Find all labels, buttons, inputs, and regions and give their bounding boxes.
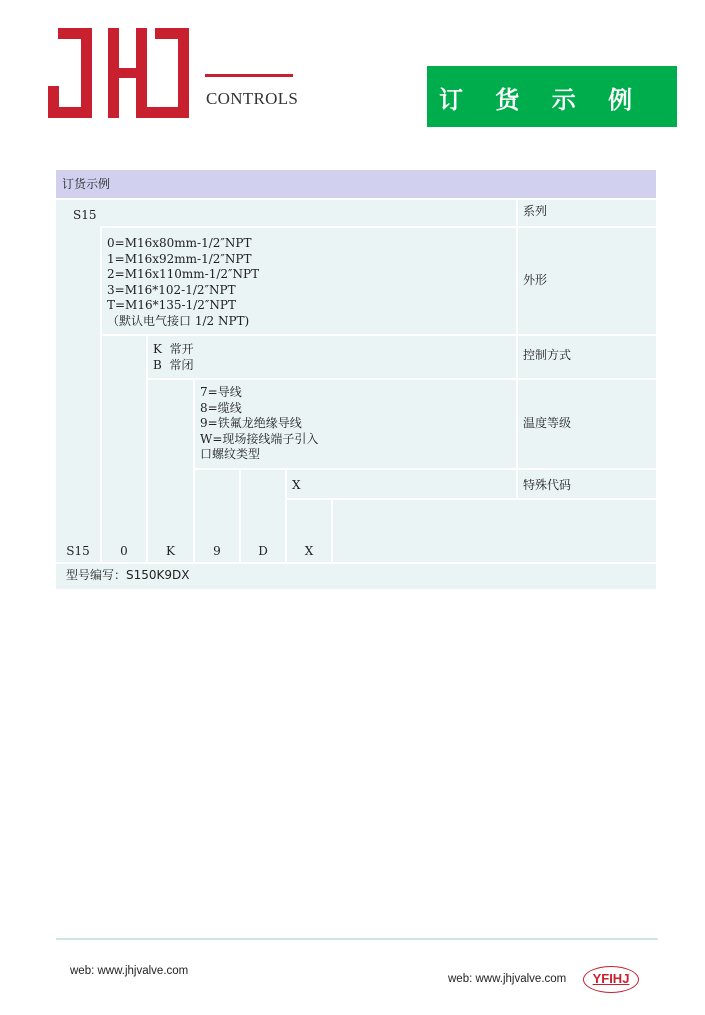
temp-options-cell [195, 380, 516, 468]
model-label: 型号编写：S150K9DX [66, 568, 190, 582]
shape-option: （默认电气接口 1/2 NPT) [107, 313, 250, 328]
series-column [56, 200, 100, 562]
series-code: S15 [73, 208, 97, 222]
series-label: 系列 [523, 204, 548, 218]
control-label-cell [518, 336, 656, 378]
temp-option: 口螺纹类型 [200, 447, 261, 461]
shape-options-cell [102, 228, 516, 334]
footer-divider [56, 938, 658, 940]
special-label-cell [518, 470, 656, 498]
blank-cell [333, 500, 656, 562]
example-code: 9 [213, 544, 221, 558]
shape-label: 外形 [523, 273, 548, 287]
example-code: K [166, 544, 175, 558]
example-code: S15 [66, 544, 90, 558]
order-example-table [56, 170, 656, 590]
example-code: D [258, 544, 268, 558]
series-code-cell [56, 200, 516, 226]
shape-option: 3=M16*102-1/2″NPT [107, 282, 236, 297]
special-code-cell [287, 470, 516, 498]
brand-badge-text: YFIHJ [592, 971, 630, 986]
banner-title: 订 货 示 例 [439, 86, 645, 114]
temp-option: 8=缆线 [200, 400, 242, 415]
control-label: 控制方式 [523, 348, 572, 362]
control-option: B 常闭 [153, 357, 194, 372]
table-header-text: 订货示例 [62, 177, 111, 191]
control-code-column [148, 380, 193, 562]
shape-label-cell [518, 228, 656, 334]
website-link-left[interactable]: web: www.jhjvalve.com [70, 965, 189, 977]
website-link-right[interactable]: web: www.jhjvalve.com [448, 973, 567, 985]
control-option: K 常开 [153, 342, 194, 356]
special-label: 特殊代码 [523, 478, 572, 492]
series-label-cell [518, 200, 656, 226]
table-header [56, 170, 656, 198]
example-code: 0 [120, 544, 128, 558]
shape-option: 1=M16x92mm-1/2″NPT [107, 251, 252, 266]
special-code: X [292, 478, 301, 492]
shape-option: 0=M16x80mm-1/2″NPT [107, 236, 252, 250]
temp-label-cell [518, 380, 656, 468]
shape-option: 2=M16x110mm-1/2″NPT [107, 267, 260, 281]
brand-badge [583, 966, 639, 993]
logo-subtitle: CONTROLS [206, 89, 299, 108]
logo-divider [205, 74, 293, 77]
temp-label: 温度等级 [523, 416, 572, 430]
section-banner [427, 66, 677, 127]
temp-option: 7=导线 [200, 385, 242, 399]
temp-option: W=现场接线端子引入 [200, 431, 319, 446]
example-code: X [304, 544, 314, 558]
temp-option: 9=铁氟龙绝缘导线 [200, 416, 302, 430]
model-row [56, 564, 656, 589]
control-options-cell [148, 336, 516, 378]
shape-code-column [102, 336, 146, 562]
shape-option: T=M16*135-1/2″NPT [107, 298, 236, 312]
